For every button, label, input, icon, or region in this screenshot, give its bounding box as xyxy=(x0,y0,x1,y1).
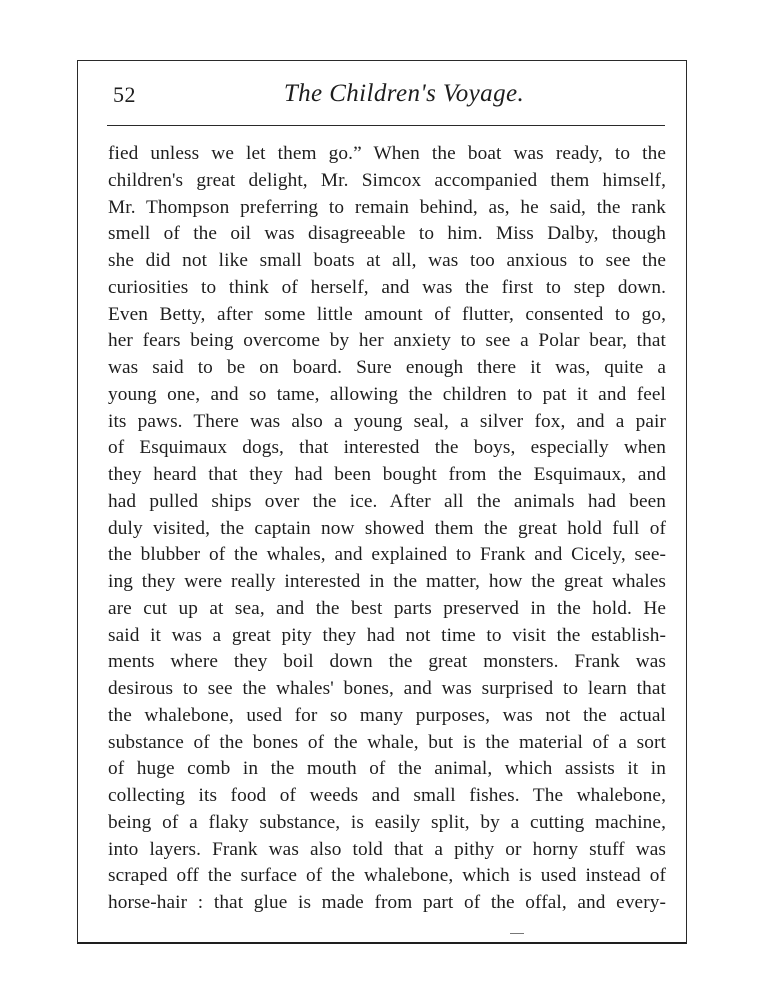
page-number: 52 xyxy=(113,82,136,107)
text-line: desirous to see the whales' bones, and was surprised to learn that xyxy=(108,678,666,699)
printer-mark xyxy=(510,933,524,934)
text-line: ments where they boil down the great monsters. Frank was xyxy=(108,651,666,673)
text-line: said it was a great pity they had not time to visit the establish- xyxy=(108,624,666,646)
text-line: of huge comb in the mouth of the animal, which assists it in xyxy=(108,758,666,780)
text-line: young one, and so tame, allowing the children to pat it and feel xyxy=(108,383,666,405)
text-line: the blubber of the whales, and explained to Frank and Cicely, see- xyxy=(108,544,666,566)
running-title: The Children's Voyage. xyxy=(283,80,525,107)
text-line: substance of the bones of the whale, but is the material of a sort xyxy=(108,731,666,753)
text-line: she did not like small boats at all, was too anxious to see the xyxy=(108,250,666,271)
text-line: of Esquimaux dogs, that interested the boys, especially when xyxy=(108,437,666,459)
text-line: collecting its food of weeds and small fishes. The whalebone, xyxy=(108,785,666,806)
text-line: they heard that they had been bought from the Esquimaux, and xyxy=(108,464,666,485)
body-text xyxy=(108,141,666,917)
text-line: being of a flaky substance, is easily split, by a cutting machine, xyxy=(108,811,666,833)
text-line: into layers. Frank was also told that a pithy or horny stuff was xyxy=(108,838,666,860)
text-line: the whalebone, used for so many purposes, was not the actual xyxy=(108,704,666,726)
text-line: her fears being overcome by her anxiety to see a Polar bear, that xyxy=(108,330,666,352)
text-line: smell of the oil was disagreeable to him. Miss Dalby, though xyxy=(108,223,666,245)
text-line: duly visited, the captain now showed them the great hold full of xyxy=(108,517,666,539)
text-line: curiosities to think of herself, and was the first to step down. xyxy=(108,276,666,298)
text-line: Mr. Thompson preferring to remain behind, as, he said, the rank xyxy=(108,196,666,218)
text-line: are cut up at sea, and the best parts preserved in the hold. He xyxy=(108,597,666,619)
text-line: was said to be on board. Sure enough there it was, quite a xyxy=(108,357,666,378)
text-line: fied unless we let them go.” When the boat was ready, to the xyxy=(108,143,666,164)
text-line: had pulled ships over the ice. After all the animals had been xyxy=(108,490,666,512)
text-line: its paws. There was also a young seal, a silver fox, and a pair xyxy=(108,410,666,432)
text-line: horse-hair : that glue is made from part of the offal, and every- xyxy=(108,892,666,913)
running-head xyxy=(107,78,665,114)
header-rule xyxy=(107,125,665,126)
text-line: scraped off the surface of the whalebone, which is used instead of xyxy=(108,865,666,887)
text-line: Even Betty, after some little amount of flutter, consented to go, xyxy=(108,303,666,325)
text-line: ing they were really interested in the matter, how the great whales xyxy=(108,571,666,592)
text-line: children's great delight, Mr. Simcox accompanied them himself, xyxy=(108,169,666,191)
